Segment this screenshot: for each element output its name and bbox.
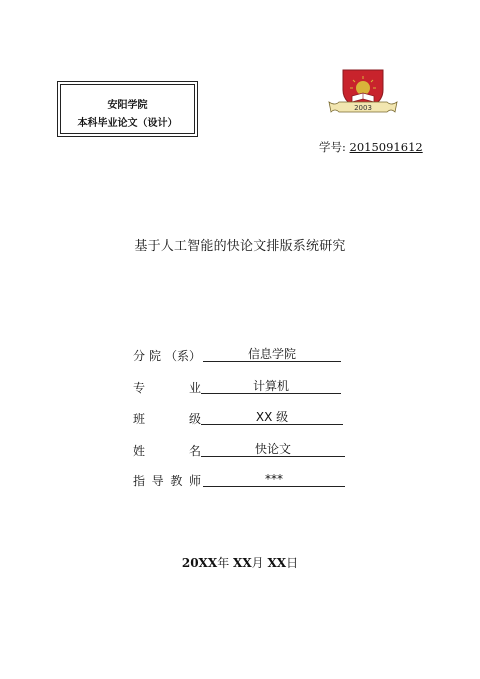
student-id: [319, 139, 423, 155]
info-value-major: 计算机: [201, 379, 341, 394]
student-id-value: 2015091612: [349, 140, 423, 154]
info-value-class: XX 级: [201, 410, 343, 425]
emblem-year: 2003: [354, 104, 372, 112]
submission-date: 20XX年 XX月 XX日: [181, 556, 299, 570]
info-value-advisor: ***: [203, 472, 345, 487]
date-month: XX: [233, 556, 252, 570]
student-id-label: 学号:: [319, 140, 346, 154]
info-label-department: 分 院 （系）: [133, 349, 201, 363]
date-year: 20XX: [181, 556, 218, 570]
info-label-major: 专 业: [133, 381, 201, 395]
university-emblem: [325, 66, 401, 118]
document-type: 本科毕业论文（设计）: [77, 118, 178, 129]
university-name: 安阳学院: [107, 100, 148, 111]
cover-box: [57, 81, 198, 137]
info-label-advisor: 指 导 教 师: [133, 474, 201, 488]
thesis-title: 基于人工智能的快论文排版系统研究: [134, 239, 346, 254]
info-label-class: 班 级: [133, 412, 201, 426]
info-value-name: 快论文: [201, 442, 345, 457]
date-day: XX: [267, 556, 287, 570]
info-label-name: 姓 名: [133, 444, 201, 458]
emblem-graphic: [325, 66, 401, 118]
info-value-department: 信息学院: [203, 347, 341, 362]
